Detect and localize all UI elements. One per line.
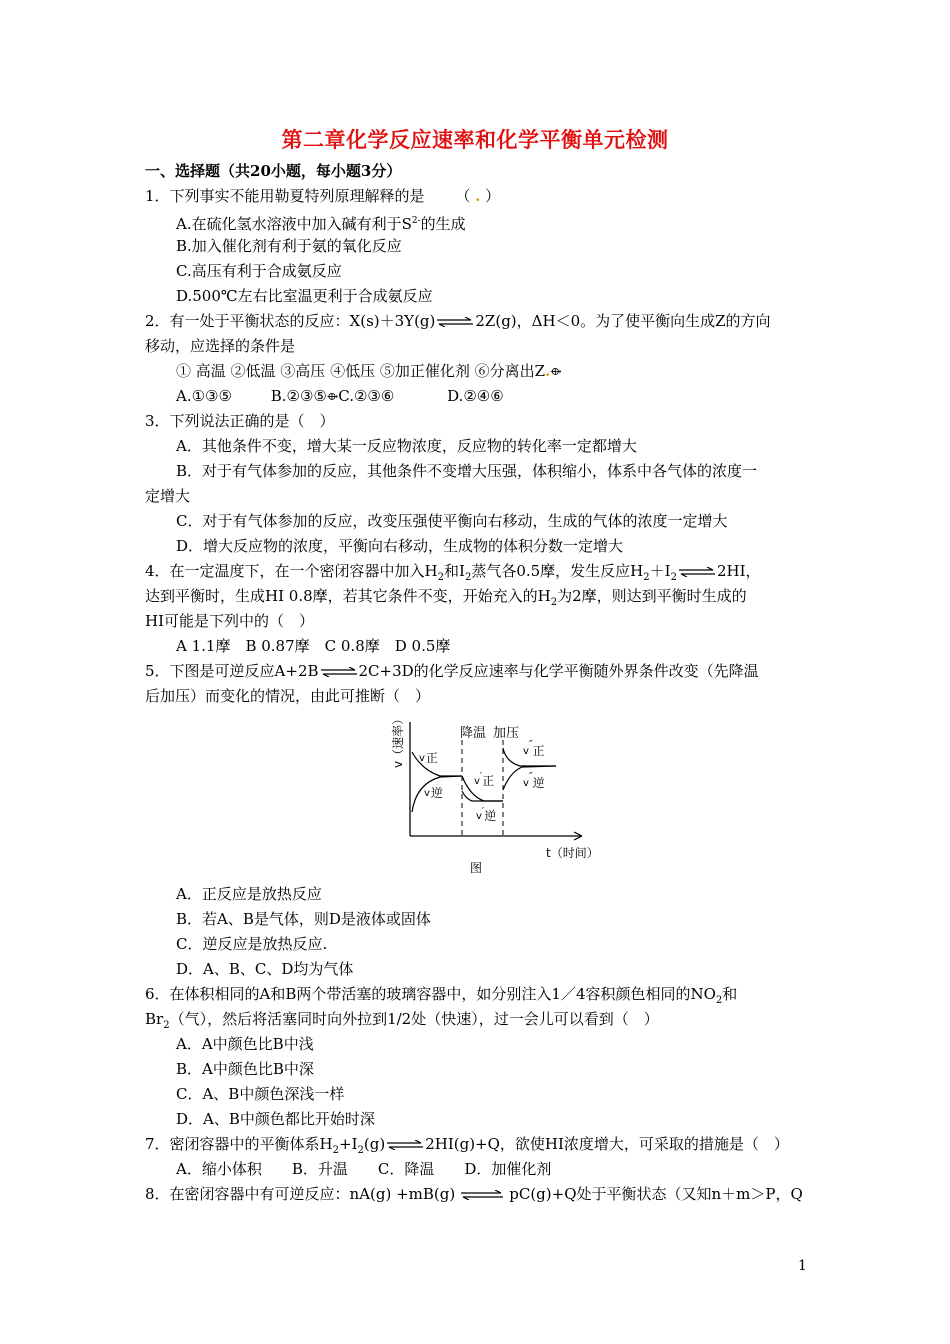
question-7-stem: 7．密闭容器中的平衡体系$H_2+I_2(g)$ 2HI(g)+Q，欲使HI浓度增大，可采取的措施是（ ） <box>145 1135 789 1156</box>
rate-time-figure <box>360 712 600 882</box>
question-2-stem-line1: 2．有一处于平衡状态的反应：X(s)＋3Y(g) 2Z(g)，ΔH＜0。为了使平衡向生成Z的方向 <box>145 312 771 330</box>
label-v-forward-double-prime: v″正 <box>523 739 545 758</box>
question-6-stem-line2: $Br_2$（气），然后将活塞同时向外拉到1/2处（快速），过一会儿可以看到（ ） <box>145 1010 659 1031</box>
question-6-option-a: A．A中颜色比B中浅 <box>176 1035 314 1053</box>
region-label-cooling: 降温 <box>460 726 487 741</box>
page-title: 第二章化学反应速率和化学平衡单元检测 <box>281 128 669 152</box>
question-6-option-c: C．A、B中颜色深浅一样 <box>176 1085 345 1103</box>
question-5-option-c: C．逆反应是放热反应. <box>176 935 328 953</box>
mark-dot-icon: . <box>545 362 551 380</box>
question-3-option-d: D．增大反应物的浓度，平衡向右移动，生成物的体积分数一定增大 <box>176 537 624 555</box>
question-5-stem-line1: 5．下图是可逆反应A+2B 2C+3D的化学反应速率与化学平衡随外界条件改变（先降温 <box>145 662 759 680</box>
label-v-forward: v正 <box>419 751 438 765</box>
question-5-option-a: A．正反应是放热反应 <box>176 885 322 903</box>
label-v-reverse: v逆 <box>424 786 443 800</box>
mark-dot-icon: . <box>475 187 481 205</box>
scribble-icon: ⟴ <box>550 365 562 378</box>
question-4-stem-line2: 达到平衡时，生成HI 0.8摩，若其它条件不变，开始充入的$H_2$为2摩，则达到平衡时生成的 <box>145 587 747 608</box>
rate-time-graph <box>360 712 600 882</box>
question-7-options: A．缩小体积 B．升温 C．降温 D．加催化剂 <box>176 1160 552 1178</box>
y-axis-label: v（速率） <box>391 712 405 768</box>
equilibrium-arrow-icon <box>436 317 474 327</box>
question-1-option-a: A.在硫化氢水溶液中加入碱有利于$S^{2-}$的生成 <box>176 215 466 233</box>
question-1-stem: 1．下列事实不能用勒夏特列原理解释的是 （ . ） <box>145 187 501 205</box>
question-4-stem-line3: HI可能是下列中的（ ） <box>145 612 315 630</box>
question-3-option-a: A．其他条件不变，增大某一反应物浓度，反应物的转化率一定都增大 <box>176 437 637 455</box>
x-axis-label: t（时间） <box>546 846 599 860</box>
label-v-reverse-double-prime: v″逆 <box>523 771 545 790</box>
question-2-stem-line2: 移动，应选择的条件是 <box>145 337 296 355</box>
question-1-option-c: C.高压有利于合成氨反应 <box>176 262 342 280</box>
question-3-option-c: C．对于有气体参加的反应，改变压强使平衡向右移动，生成的气体的浓度一定增大 <box>176 512 728 530</box>
equilibrium-arrow-icon <box>320 667 358 677</box>
question-8-stem: 8．在密闭容器中有可逆反应：nA(g) +mB(g) pC(g)+Q处于平衡状态（又知n＋m＞P，Q <box>145 1185 803 1203</box>
question-5-stem-line2: 后加压）而变化的情况，由此可推断（ ） <box>145 687 431 705</box>
equilibrium-arrow-icon <box>386 1140 424 1150</box>
question-5-option-d: D．A、B、C、D均为气体 <box>176 960 354 978</box>
label-v-reverse-prime: v′逆 <box>476 806 497 823</box>
equilibrium-arrow-icon <box>678 567 716 577</box>
region-label-pressurize: 加压 <box>493 726 520 741</box>
scribble-icon: ⟴ <box>326 390 339 403</box>
label-v-forward-prime: v′正 <box>474 771 495 788</box>
question-4-options: A 1.1摩 B 0.87摩 C 0.8摩 D 0.5摩 <box>176 637 451 655</box>
question-1-option-b: B.加入催化剂有利于氨的氧化反应 <box>176 237 402 255</box>
figure-caption: 图 <box>470 861 483 875</box>
question-6-option-b: B．A中颜色比B中深 <box>176 1060 314 1078</box>
question-3-option-b-cont: 定增大 <box>145 487 191 505</box>
question-5-option-b: B．若A、B是气体，则D是液体或固体 <box>176 910 431 928</box>
question-3-option-b: B．对于有气体参加的反应，其他条件不变增大压强，体积缩小，体系中各气体的浓度一 <box>176 462 758 480</box>
question-4-stem-line1: 4．在一定温度下，在一个密闭容器中加入$H_2$和$I_2$蒸气各0.5摩，发生反应$H_2+I_2$ 2HI， <box>145 562 761 583</box>
forward-rate-curve-3 <box>503 748 556 766</box>
question-6-option-d: D．A、B中颜色都比开始时深 <box>176 1110 375 1128</box>
equilibrium-arrow-icon <box>460 1190 504 1200</box>
reverse-rate-curve-2 <box>462 791 503 801</box>
question-3-stem: 3．下列说法正确的是（ ） <box>145 412 335 430</box>
section-heading: 一、选择题（共20小题，每小题3分） <box>145 162 402 180</box>
question-2-conditions: ① 高温 ②低温 ③高压 ④低压 ⑤加正催化剂 ⑥分离出Z.⟴ <box>176 362 562 380</box>
question-6-stem-line1: 6．在体积相同的A和B两个带活塞的玻璃容器中，如分别注入1／4容积颜色相同的$NO_2$和 <box>145 985 738 1006</box>
page-number: 1 <box>798 1258 807 1274</box>
question-1-option-d: D.500℃左右比室温更利于合成氨反应 <box>176 287 433 305</box>
question-2-options: A.①③⑤ B.②③⑤⟴C.②③⑥ D.②④⑥ <box>176 387 504 405</box>
